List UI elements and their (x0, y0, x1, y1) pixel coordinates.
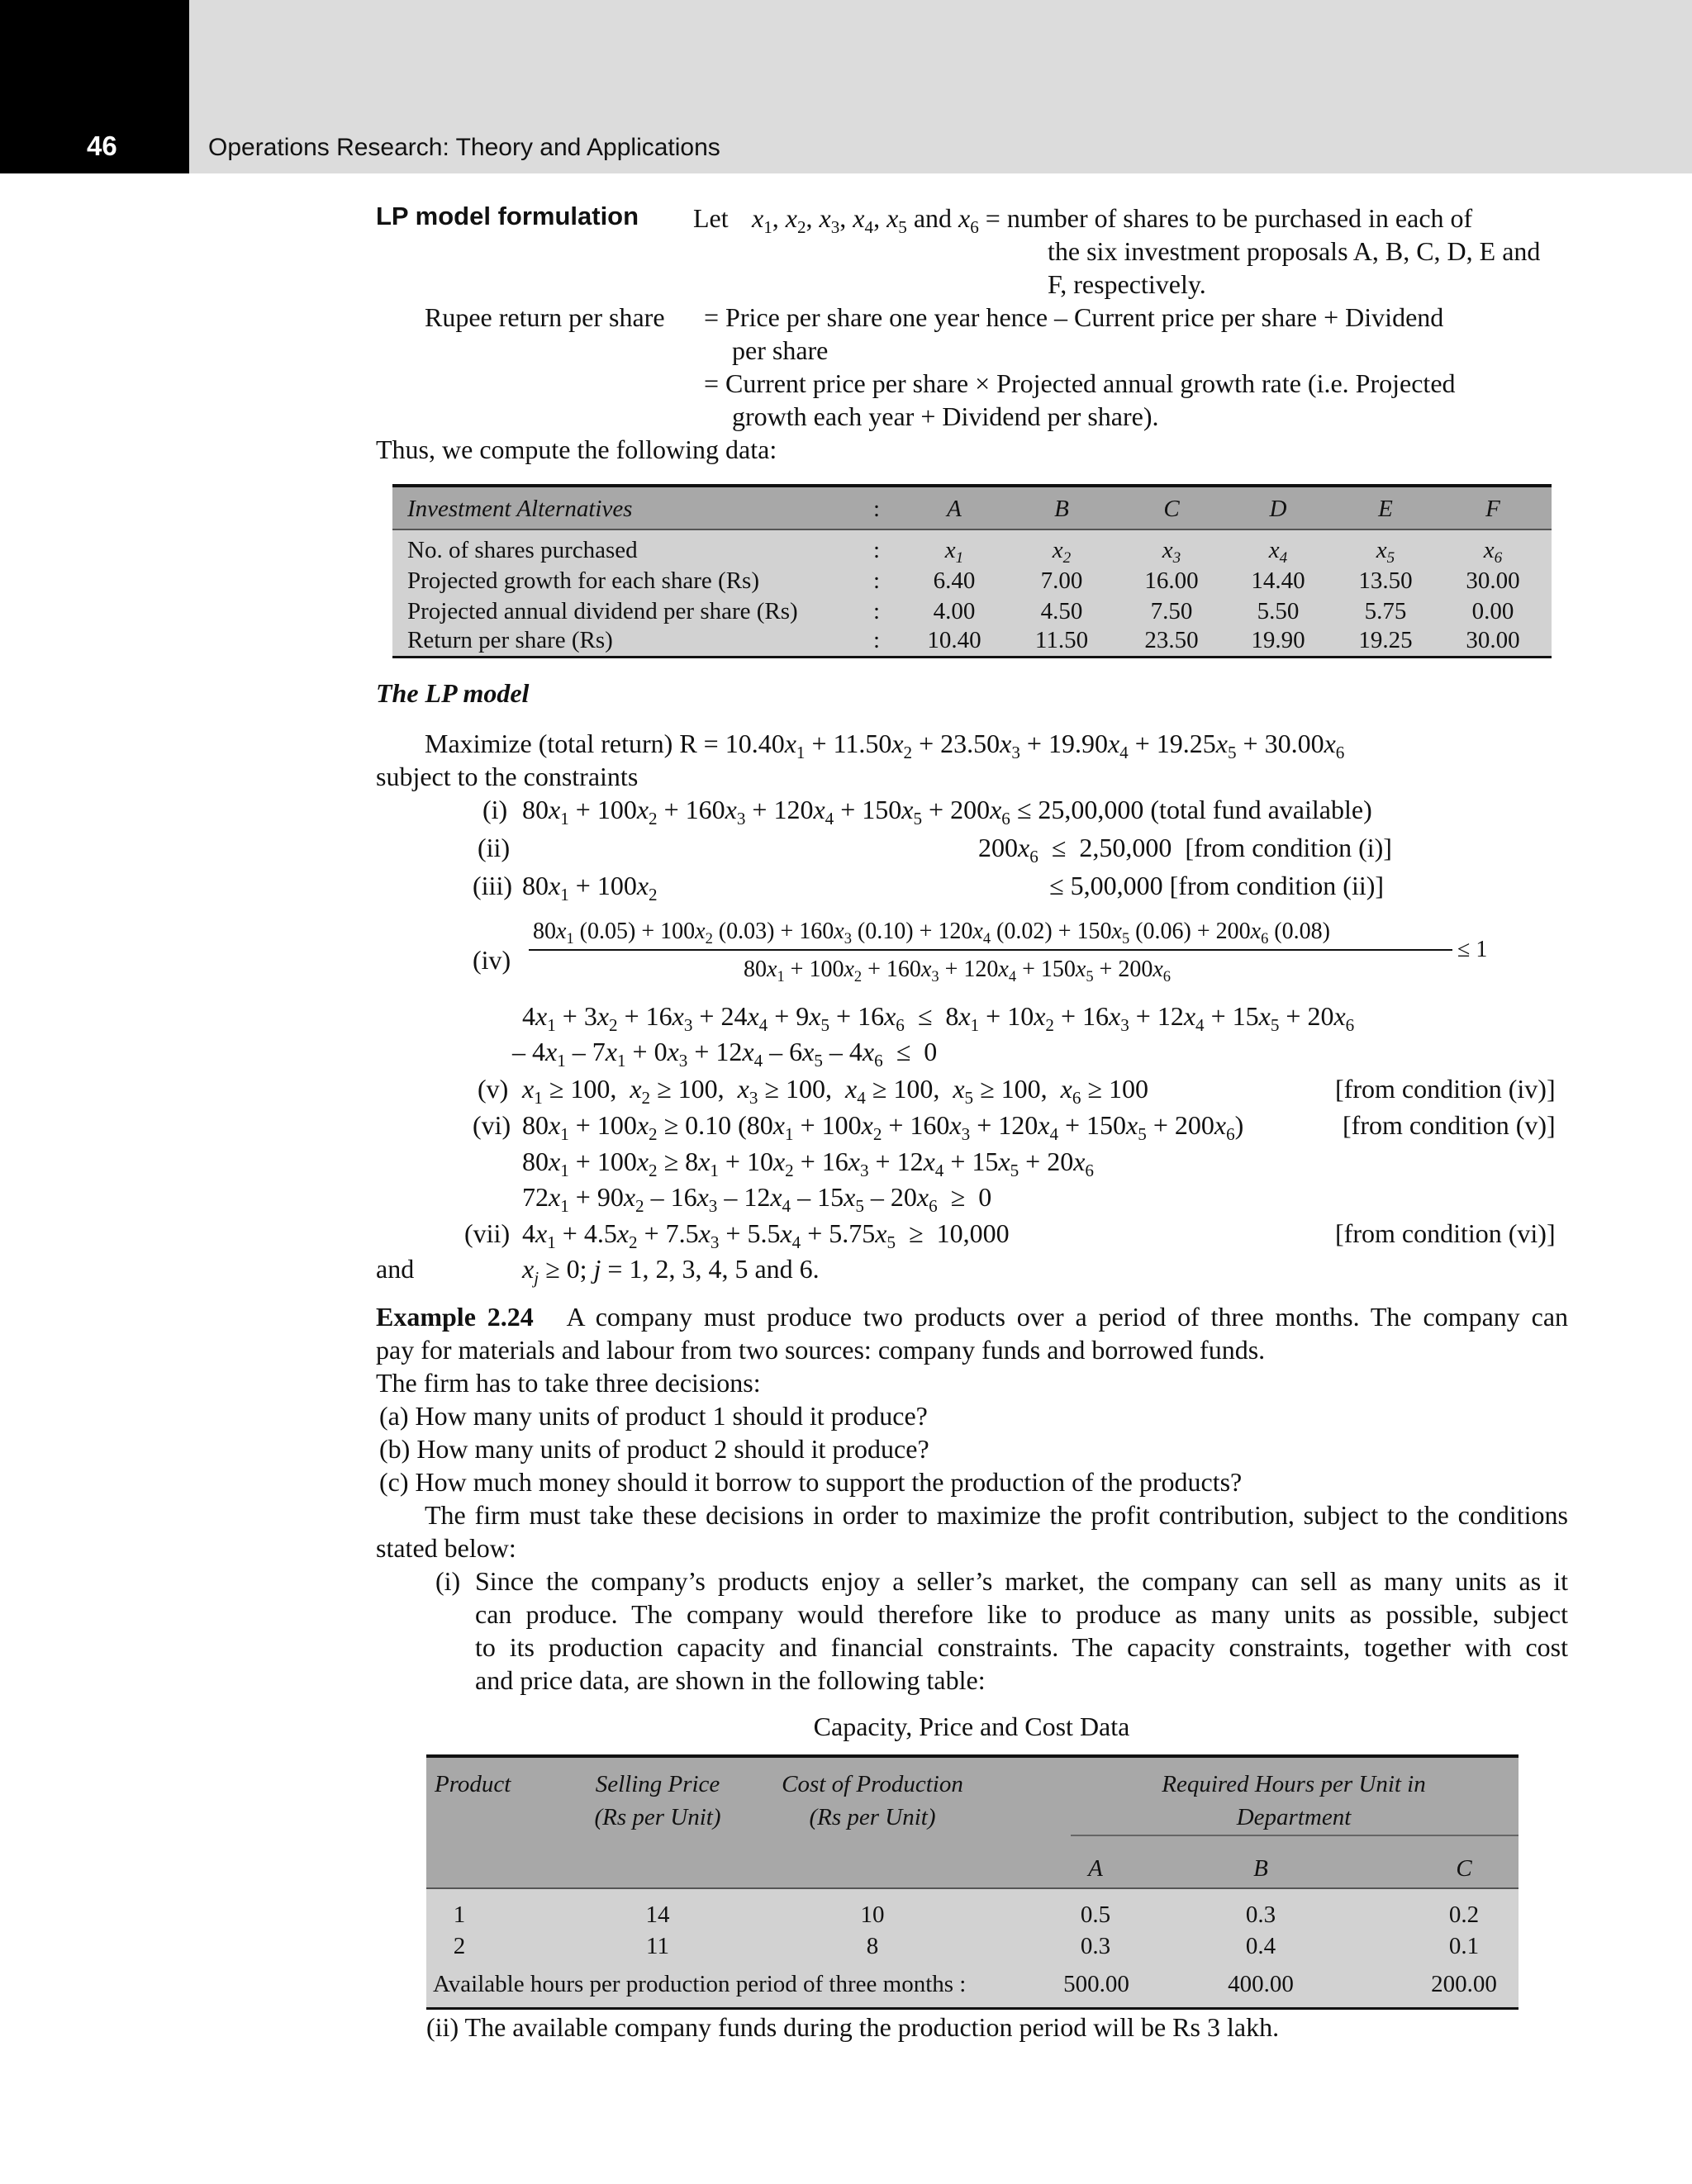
rupee-return-label: Rupee return per share (425, 302, 665, 332)
header-selling-unit: (Rs per Unit) (594, 1804, 721, 1830)
constraint-dividend: $4x_1 + 4.5x_2 + 7.5x_3 + 5.5x_4 + 5.75x_5 \ge 10,000$ (522, 1218, 1010, 1252)
column-header-c: C (1163, 496, 1180, 522)
table-cell: 16.00 (1144, 567, 1199, 594)
table-cell: 0.5 (1080, 1902, 1111, 1928)
constraint-f-limit: $200x_6 \le 2,50,000$ [from condition (i)] (978, 833, 1392, 866)
table-cell: 1 (453, 1902, 466, 1928)
column-header-f: F (1485, 496, 1500, 522)
and-word: and (376, 1254, 415, 1284)
table-cell: 7.00 (1040, 567, 1083, 594)
running-title: Operations Research: Theory and Applications (208, 134, 720, 161)
available-hours-label: Available hours per production period of three months : (433, 1971, 967, 1997)
column-header-d: D (1269, 496, 1287, 522)
row-label-shares: No. of shares purchased (407, 537, 638, 563)
row-label-return: Return per share (Rs) (407, 627, 613, 653)
row-label-growth: Projected growth for each share (Rs) (407, 567, 759, 594)
table-cell: 5.50 (1257, 598, 1300, 624)
table-cell: 200.00 (1431, 1971, 1497, 1997)
rupee-return-line2: per share (732, 335, 829, 365)
risk-fraction-denominator: $80x_1 + 100x_2 + 160x_3 + 120x_4 + 150x_5 + 200x_6$ (744, 957, 1172, 985)
table-cell: 11 (646, 1933, 669, 1959)
constraint-min-shares: $x_1 \ge 100$, $x_2 \ge 100$, $x_3 \ge 100$, $x_4 \ge 100$, $x_5 \ge 100$, $x_6 \ge 100$ (522, 1074, 1148, 1108)
condition-number: (i) (435, 1566, 461, 1596)
table-cell: $x_4$ (1268, 537, 1288, 567)
paragraph-line2: stated below: (376, 1533, 516, 1563)
constraint-number: (iii) (473, 871, 512, 900)
subject-to: subject to the constraints (376, 762, 639, 791)
header-department: Department (1236, 1804, 1352, 1830)
table-cell: 0.2 (1448, 1902, 1480, 1928)
condition-ii: (ii) The available company funds during the production period will be Rs 3 lakh. (426, 2012, 1280, 2042)
question-a: (a) How many units of product 1 should it produce? (379, 1401, 928, 1431)
condition-reference: [from condition (vi)] (1335, 1218, 1556, 1248)
table-cell: $x_2$ (1052, 537, 1072, 567)
risk-constraint-simplified: – $4x_1 - 7x_1 + 0x_3 + 12x_4 - 6x_5 - 4x_6 \le 0$ (512, 1037, 938, 1071)
constraint-ab-rhs: ≤ 5,00,000 [from condition (ii)] (1049, 871, 1385, 900)
constraint-number: (vi) (473, 1110, 511, 1140)
table-cell: 13.50 (1358, 567, 1413, 594)
fraction-rhs: ≤ 1 (1457, 937, 1488, 962)
table-cell: $x_3$ (1162, 537, 1181, 567)
non-negativity: $x_j \ge 0$; j = 1, 2, 3, 4, 5 and 6. (522, 1254, 820, 1288)
table-cell: 19.90 (1251, 627, 1305, 653)
table-cell: 0.00 (1471, 598, 1514, 624)
question-b: (b) How many units of product 2 should it produce? (379, 1434, 929, 1464)
risk-constraint-expanded: $4x_1 + 3x_2 + 16x_3 + 24x_4 + 9x_5 + 16x_6 \le 8x_1 + 10x_2 + 16x_3 + 12x_4 + 15x_5 + 20x_6$ (522, 1001, 1355, 1035)
table-cell: 2 (453, 1933, 466, 1959)
rupee-return-line1: = Price per share one year hence – Current price per share + Dividend (704, 302, 1444, 332)
variable-definition-line2: the six investment proposals A, B, C, D, E and (1048, 236, 1541, 266)
column-header-a: A (947, 496, 962, 522)
table-cell: 6.40 (933, 567, 976, 594)
table-cell: 30.00 (1466, 567, 1520, 594)
column-header-b: B (1054, 496, 1069, 522)
thus-line: Thus, we compute the following data: (376, 434, 777, 464)
constraint-number: (vii) (464, 1218, 511, 1248)
risk-fraction-numerator: $80x_1$ $(0.05) + 100x_2$ $(0.03) + 160x_3$ $(0.10) + 120x_4$ $(0.02) + 150x_5$ $(0.06) + 200x_6$ (0.08) (533, 919, 1330, 947)
table-cell: 500.00 (1063, 1971, 1129, 1997)
header-cost-unit: (Rs per Unit) (809, 1804, 936, 1830)
table-cell: 0.3 (1245, 1902, 1276, 1928)
example-line2: pay for materials and labour from two sources: company funds and borrowed funds. (376, 1335, 1266, 1365)
investment-table: Investment Alternatives : A B C D E F No. of shares purchased : $x_1$ $x_2$ $x_3$ $x_4$ $x_5$ $x_6$ Projected growth for each share (Rs) : 6.40 7.00 16.00 14.40 13.50 30.00 Projected annual dividend per share (Rs) : 4.00 4.50 7.50 5.50 5.75 0.00 Return per share (Rs) : 10.40 11.50 23.50 19.90 19.25 30.00 (392, 484, 1552, 658)
condition-reference: [from condition (iv)] (1335, 1074, 1556, 1104)
table-cell: $x_5$ (1376, 537, 1395, 567)
table-cell: 0.3 (1080, 1933, 1111, 1959)
table-cell: 0.4 (1245, 1933, 1276, 1959)
table-cell: 4.00 (933, 598, 976, 624)
constraint-fund: $80x_1 + 100x_2 + 160x_3 + 120x_4 + 150x_5 + 200x_6 \le 25,00,000$ (total fund available) (522, 795, 1372, 828)
header-investment-alternatives: Investment Alternatives (407, 496, 633, 522)
example-line1: Example 2.24 A company must produce two products over a period of three months. The company can (376, 1302, 1569, 1332)
constraint-number: (i) (482, 795, 508, 824)
rupee-return-line4: growth each year + Dividend per share). (732, 401, 1159, 431)
table-cell: 19.25 (1358, 627, 1413, 653)
page-number: 46 (87, 131, 117, 161)
example-line3: The firm has to take three decisions: (376, 1368, 761, 1398)
question-c: (c) How much money should it borrow to support the production of the products? (379, 1467, 1243, 1497)
condition-i-line4: and price data, are shown in the following table: (475, 1665, 986, 1695)
example-label: Example 2.24 (376, 1302, 534, 1332)
variable-definition-line3: F, respectively. (1048, 269, 1206, 299)
condition-reference: [from condition (v)] (1343, 1110, 1556, 1140)
rupee-return-line3: = Current price per share × Projected annual growth rate (i.e. Projected (704, 368, 1456, 398)
column-header-e: E (1378, 496, 1393, 522)
header-dept-c: C (1456, 1855, 1472, 1882)
constraint-ab-lhs: $80x_1 + 100x_2$ (522, 871, 658, 904)
paragraph-line1: The firm must take these decisions in order to maximize the profit contribution, subject to the conditions (425, 1500, 1568, 1530)
table-cell: 400.00 (1228, 1971, 1294, 1997)
table-cell: $x_1$ (944, 537, 964, 567)
header-dept-a: A (1088, 1855, 1103, 1882)
table-cell: 5.75 (1364, 598, 1407, 624)
fraction-bar (529, 949, 1452, 951)
constraint-number: (v) (478, 1074, 509, 1104)
constraint-ab-share-expanded: $80x_1 + 100x_2 \ge 8x_1 + 10x_2 + 16x_3 + 12x_4 + 15x_5 + 20x_6$ (522, 1147, 1094, 1180)
table-cell: 4.50 (1040, 598, 1083, 624)
let-word: Let (693, 203, 729, 233)
constraint-ab-share-simplified: $72x_1 + 90x_2 - 16x_3 - 12x_4 - 15x_5 - 20x_6 \ge 0$ (522, 1182, 992, 1216)
table-cell: 10.40 (927, 627, 981, 653)
table-cell: 11.50 (1034, 627, 1089, 653)
condition-i-line3: to its production capacity and financial constraints. The capacity constraints, together with cost (475, 1632, 1568, 1662)
header-dept-b: B (1253, 1855, 1268, 1882)
table-cell: 10 (860, 1902, 885, 1928)
condition-i-line1: Since the company’s products enjoy a seller’s market, the company can sell as many units as it (475, 1566, 1568, 1596)
constraint-number: (ii) (478, 833, 511, 862)
header-required-hours: Required Hours per Unit in (1162, 1771, 1426, 1797)
section-heading-lp-formulation: LP model formulation (376, 202, 639, 230)
table-cell: 30.00 (1466, 627, 1520, 653)
header-product: Product (435, 1771, 511, 1797)
capacity-price-cost-table (426, 1754, 1519, 2010)
table-cell: 23.50 (1144, 627, 1199, 653)
row-label-dividend: Projected annual dividend per share (Rs) (407, 598, 798, 624)
table-cell: 7.50 (1150, 598, 1193, 624)
table-cell: 0.1 (1448, 1933, 1480, 1959)
table-cell: 8 (866, 1933, 879, 1959)
condition-i-line2: can produce. The company would therefore like to produce as many units as possible, subject (475, 1599, 1568, 1629)
constraint-ab-share: $80x_1 + 100x_2 \ge 0.10$ $(80x_1 + 100x_2 + 160x_3 + 120x_4 + 150x_5 + 200x_6)$ (522, 1110, 1244, 1144)
table-cell: 14.40 (1251, 567, 1305, 594)
table-cell: 14 (645, 1902, 670, 1928)
variable-definition: $x_1$, $x_2$, $x_3$, $x_4$, $x_5$ and $x_6$ = number of shares to be purchased in each of (752, 203, 1473, 237)
section-heading-lp-model: The LP model (376, 678, 530, 708)
constraint-number: (iv) (473, 945, 511, 975)
table-cell: $x_6$ (1483, 537, 1503, 567)
objective-function: Maximize (total return) $R = 10.40x_1 + 11.50x_2 + 23.50x_3 + 19.90x_4 + 19.25x_5 + 30.00x_6$ (425, 729, 1345, 762)
table-title: Capacity, Price and Cost Data (813, 1712, 1130, 1741)
header-cost: Cost of Production (782, 1771, 963, 1797)
header-selling-price: Selling Price (595, 1771, 720, 1797)
